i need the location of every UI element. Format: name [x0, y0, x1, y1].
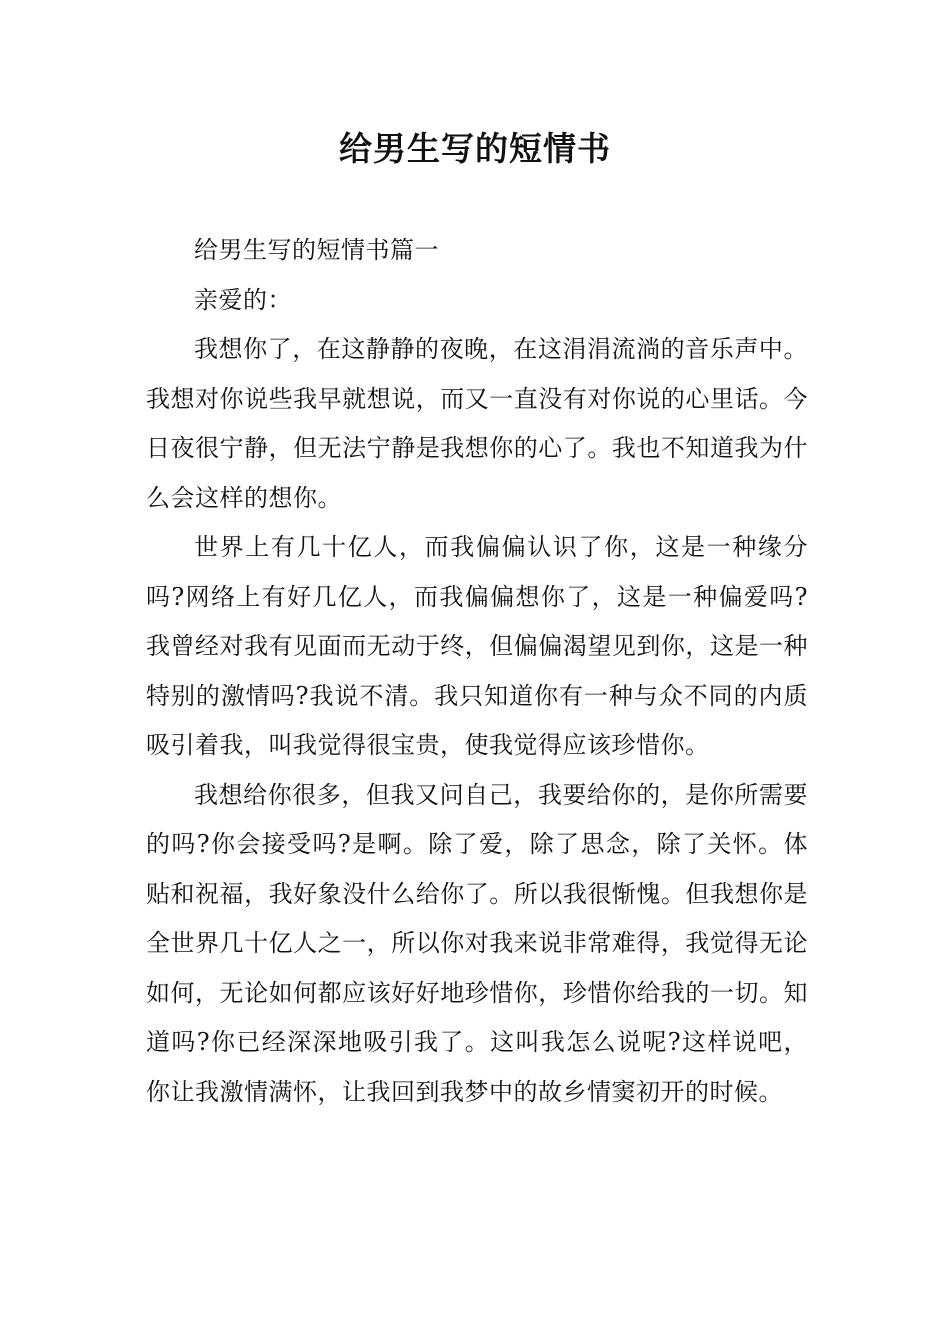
document-body	[146, 226, 808, 1117]
paragraph: 世界上有几十亿人，而我偏偏认识了你，这是一种缘分吗?网络上有好几亿人，而我偏偏想你了，这是一种偏爱吗?我曾经对我有见面而无动于终，但偏偏渴望见到你，这是一种特别的激情吗?我说不清。我只知道你有一种与众不同的内质吸引着我，叫我觉得很宝贵，使我觉得应该珍惜你。	[146, 533, 808, 759]
paragraph: 我想你了，在这静静的夜晚，在这涓涓流淌的音乐声中。我想对你说些我早就想说，而又一直没有对你说的心里话。今日夜很宁静，但无法宁静是我想你的心了。我也不知道我为什么会这样的想你。	[146, 335, 808, 512]
paragraph: 我想给你很多，但我又问自己，我要给你的，是你所需要的吗?你会接受吗?是啊。除了爱，除了思念，除了关怀。体贴和祝福，我好象没什么给你了。所以我很惭愧。但我想你是全世界几十亿人之一，所以你对我来说非常难得，我觉得无论如何，无论如何都应该好好地珍惜你，珍惜你给我的一切。知道吗?你已经深深地吸引我了。这叫我怎么说呢?这样说吧，你让我激情满怀，让我回到我梦中的故乡情窦初开的时候。	[146, 780, 808, 1106]
section-heading: 给男生写的短情书篇一	[194, 236, 439, 264]
document-title: 给男生写的短情书	[339, 129, 611, 168]
salutation: 亲爱的：	[194, 285, 292, 314]
